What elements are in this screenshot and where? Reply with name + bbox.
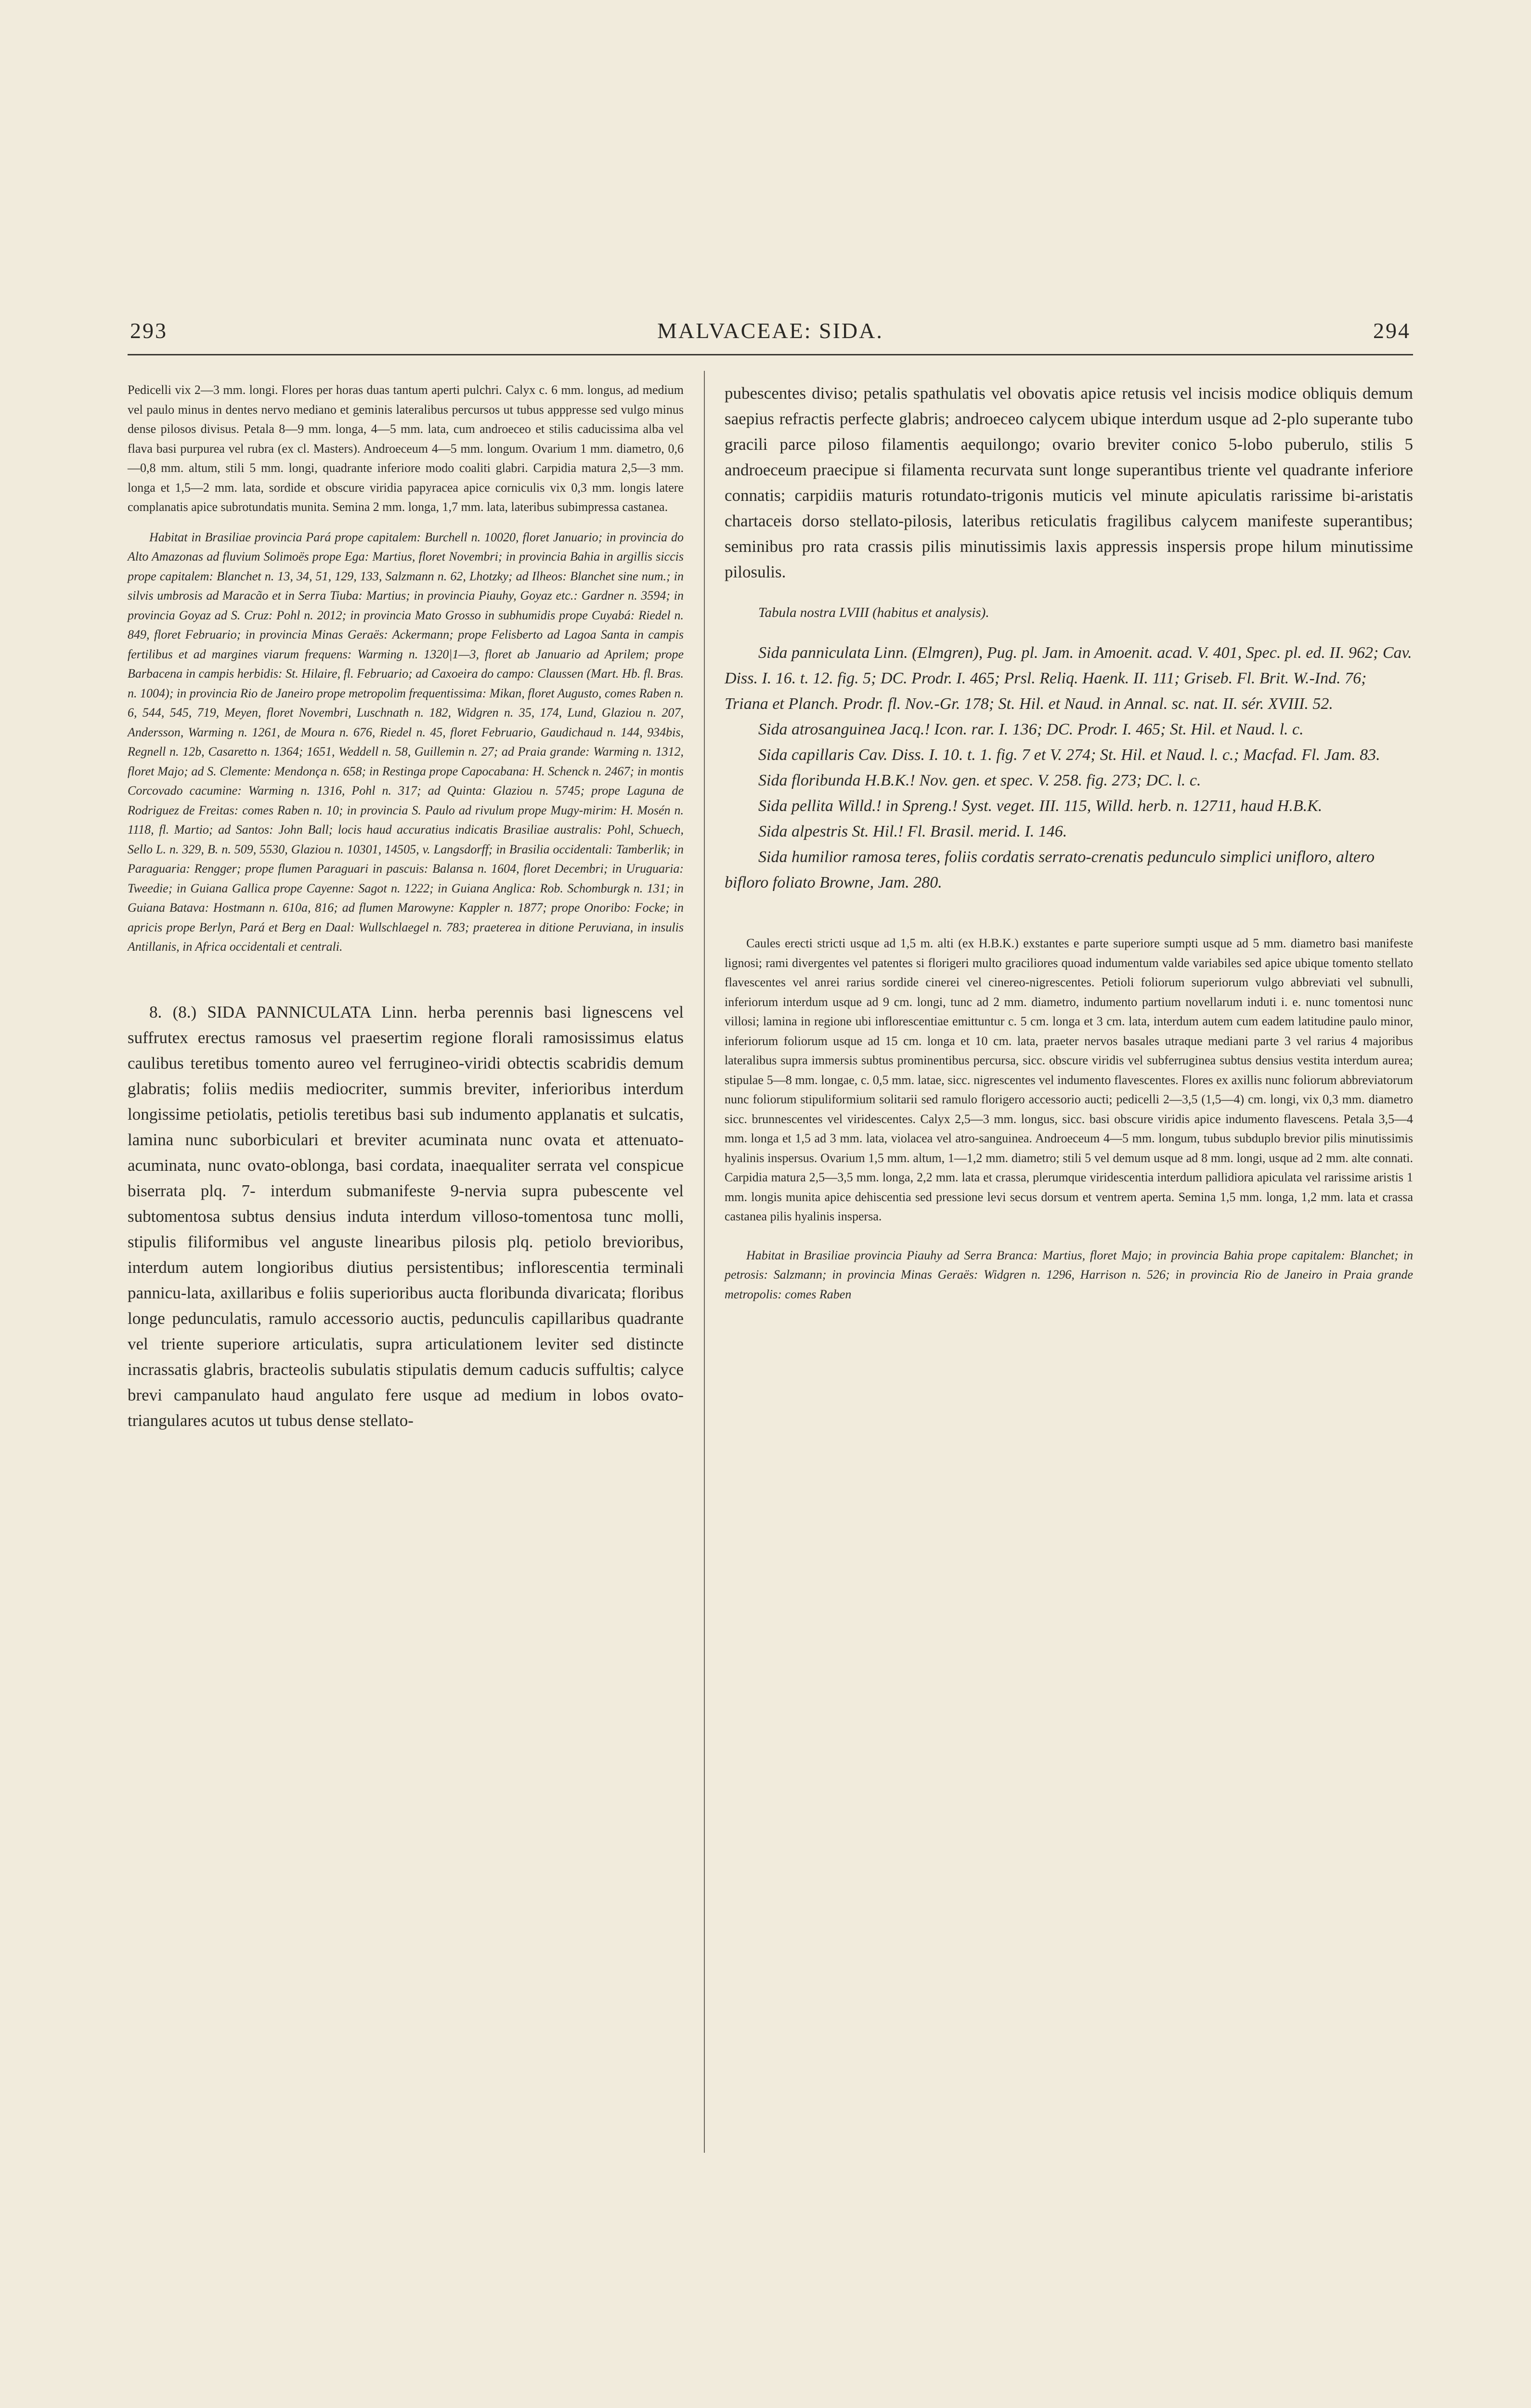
right-column [725, 380, 1413, 1304]
synonym-entry: Sida atrosanguinea Jacq.! Icon. rar. I. 136; DC. Prodr. I. 465; St. Hil. et Naud. l. c. [758, 720, 1304, 738]
species-description: 8. (8.) SIDA PANNICULATA Linn. herba perennis basi lignescens vel suffrutex erectus ramosus vel praesertim regione florali ramosissimus elatus caulibus teretibus tomento aureo vel ferrugineo-viridi obtectis scabridis demum glabratis; foliis mediis mediocriter, summis breviter, inferioribus interdum longissime petiolatis, petiolis teretibus basi sub indumento applanatis et sulcatis, lamina nunc suborbiculari et breviter acuminata nunc ovata et attenuato-acuminata, nunc ovato-oblonga, basi cordata, inaequaliter serrata vel conspicue biserrata plq. 7- interdum submanifeste 9-nervia supra pubescente vel subtomentosa subtus densius induta interdum villoso-tomentosa tunc molli, stipulis filiformibus vel anguste linearibus pilosis plq. petiolo brevioribus, interdum autem longioribus diutius persistentibus; inflorescentia terminali pannicu-lata, axillaribus e foliis superioribus aucta floribunda divaricata; floribus longe pedunculatis, ramulo accessorio auctis, pedunculis capillaribus quadrante vel triente superiore articulatis, supra articulationem leviter sed distincte incrassatis glabris, bracteolis subulatis stipulatis demum caducis suffultis; calyce brevi campanulato haud angulato fere usque ad medium in lobos ovato-triangulares acutos ut tubus dense stellato- [128, 1002, 684, 1430]
running-title: MALVACEAE: SIDA. [657, 318, 883, 343]
synonym-entry: Sida alpestris St. Hil.! Fl. Brasil. merid. I. 146. [758, 823, 1067, 840]
habitat-paragraph-2: Habitat in Brasiliae provincia Piauhy ad Serra Branca: Martius, floret Majo; in provincia Bahia prope capitalem: Blanchet; in petrosis: Salzmann; in provincia Minas Geraës: Widgren n. 1296, Harrison n. 526; in provincia Rio de Janeiro in Praia grande metropolis: comes Raben [725, 1248, 1413, 1301]
page-number-right: 294 [1373, 318, 1411, 343]
tabula-reference: Tabula nostra LVIII (habitus et analysis). [758, 605, 989, 620]
description-paragraph: Pedicelli vix 2—3 mm. longi. Flores per horas duas tantum aperti pulchri. Calyx c. 6 mm. longus, ad medium vel paulo minus in dentes nervo mediano et geminis lateralibus percursos ut tubus apppresse sed vulgo minus dense pilosos divisus. Petala 8—9 mm. longa, 4—5 mm. lata, cum androeceo et stilis caducissima alba vel flava basi purpurea vel rubra (ex cl. Masters). Androeceum 4—5 mm. longum. Ovarium 1 mm. diametro, 0,6—0,8 mm. altum, stili 5 mm. longi, quadrante inferiore modo coaliti glabri. Carpidia matura 2,5—3 mm. longa et 1,5—2 mm. lata, sordide et obscure viridia papyracea apice corniculis vix 0,3 mm. longis latere complanatis apice subrotundatis munita. Semina 2 mm. longa, 1,7 mm. lata, lateribus subimpressa castanea. [128, 383, 684, 514]
column-divider [704, 371, 705, 2153]
synonym-entry: Sida pellita Willd.! in Spreng.! Syst. veget. III. 115, Willd. herb. n. 12711, haud H.B.K. [758, 797, 1323, 815]
page-number-left: 293 [130, 318, 168, 343]
synonym-entry: Sida capillaris Cav. Diss. I. 10. t. 1. fig. 7 et V. 274; St. Hil. et Naud. l. c.; Macfad. Fl. Jam. 83. [758, 746, 1380, 764]
species-description-continued: pubescentes diviso; petalis spathulatis vel obovatis apice retusis vel incisis modice obliquis demum saepius refractis perfecte glabris; androeceo calycem ubique interdum usque ad 2-plo superante tubo gracili parce piloso filamentis aequilongo; ovario breviter conico 5-lobo puberulo, stilis 5 androeceum praecipue si filamenta recurvata sunt longe superantibus triente vel quadrante inferiore connatis; carpidiis maturis rotundato-trigonis muticis vel minute apiculatis rarissime bi-aristatis chartaceis dorso stellato-pilosis, lateribus reticulatis fragilibus calycem manifeste superantibus; seminibus pro rata crassis pilis minutissimis laxis appressis inspersis prope hilum minutissime pilosulis. [725, 384, 1413, 581]
morphology-paragraph: Caules erecti stricti usque ad 1,5 m. alti (ex H.B.K.) exstantes e parte superiore sumpti usque ad 5 mm. diametro basi manifeste lignosi; rami divergentes vel patentes si florigeri multo graciliores quoad indumentum valde variabiles sed apice ubique tomento stellato flavescentes vel anrei rarius sordide cinerei vel cinereo-nigrescentes. Petioli foliorum superiorum vulgo abbreviati vel subnulli, inferiorum interdum usque ad 9 cm. longi, tunc ad 2 mm. diametro, indumento partium novellarum induti i. e. nunc tomentosi nunc villosi; lamina in regione ubi inflorescentiae emittuntur c. 5 cm. longa et 3 cm. lata, interdum autem cum eadem latitudine paulo minor, inferiorum foliorum usque ad 15 cm. longa et 10 cm. lata, praeter nervos basales utraque mediani parte 3 vel rarius 4 majoribus lateralibus supra immersis subtus prominentibus percursa, sicc. obscure viridis vel subferruginea subtus densius vestita interdum aurea; stipulae 5—8 mm. longae, c. 0,5 mm. latae, sicc. nigrescentes vel indumento flavescentes. Flores ex axillis nunc foliorum abbreviatorum nunc foliorum stipuliformium solitarii sed ramulo florigero accessorio aucti; pedicelli 2—3,5 (1,5—4) cm. longi, vix 0,3 mm. diametro sicc. brunnescentes vel viridescentes. Calyx 2,5—3 mm. longus, sicc. basi obscure viridis apice indumento flavescens. Petala 3,5—4 mm. longa et 1,5 ad 3 mm. lata, violacea vel atro-sanguinea. Androeceum 4—5 mm. longum, tubus subduplo brevior pilis minutissimis hyalinis inspersus. Ovarium 1,5 mm. altum, 1—1,2 mm. diametro; stili 5 vel demum usque ad 8 mm. longi, usque ad 2 mm. alte connati. Carpidia matura 2,5—3,5 mm. longa, 2,2 mm. lata et crassa, plerumque viridescentia interdum pallidiora apiculata vel rarissime aristis 1 mm. longis munita apice dehiscentia sed pressione levi secus dorsum et ventrem aperta. Semina 1,5 mm. longa, 1,2 mm. lata et crassa castanea pilis hyalinis inspersa. [725, 936, 1413, 1223]
header-rule [128, 354, 1413, 355]
synonym-entry: Sida floribunda H.B.K.! Nov. gen. et spec. V. 258. fig. 273; DC. l. c. [758, 772, 1201, 789]
running-header [130, 318, 1411, 356]
synonym-entry: Sida panniculata Linn. (Elmgren), Pug. pl. Jam. in Amoenit. acad. V. 401, Spec. pl. ed. II. 962; Cav. Diss. I. 16. t. 12. fig. 5; DC. Prodr. I. 465; Prsl. Reliq. Haenk. II. 111; Griseb. Fl. Brit. W.-Ind. 76; Triana et Planch. Prodr. fl. Nov.-Gr. 178; St. Hil. et Naud. in Annal. sc. nat. II. sér. XVIII. 52. [725, 644, 1412, 713]
synonym-list [725, 640, 1413, 895]
left-column [128, 380, 684, 1433]
synonym-entry: Sida humilior ramosa teres, foliis cordatis serrato-crenatis pedunculo simplici unifloro, altero bifloro foliato Browne, Jam. 280. [725, 848, 1375, 891]
habitat-paragraph: Habitat in Brasiliae provincia Pará prope capitalem: Burchell n. 10020, floret Januario; in provincia do Alto Amazonas ad fluvium Solimoës prope Ega: Martius, floret Novembri; in provincia Bahia in argillis siccis prope capitalem: Blanchet n. 13, 34, 51, 129, 133, Salzmann n. 62, Lhotzky; ad Ilheos: Blanchet sine num.; in silvis umbrosis ad Maracão et in Serra Tiuba: Martius; in provincia Piauhy, Goyaz etc.: Gardner n. 3594; in provincia Goyaz ad S. Cruz: Pohl n. 2012; in provincia Mato Grosso in subhumidis prope Cuyabá: Riedel n. 849, floret Februario; in provincia Minas Geraës: Ackermann; prope Felisberto ad Lagoa Santa in campis fertilibus et ad margines viarum frequens: Warming n. 1320|1—3, floret ab Januario ad Aprilem; prope Barbacena in campis herbidis: St. Hilaire, fl. Februario; ad Caxoeira do campo: Claussen (Mart. Hb. fl. Bras. n. 1004); in provincia Rio de Janeiro prope metropolim frequentissima: Mikan, floret Augusto, comes Raben n. 6, 544, 545, 719, Meyen, floret Novembri, Luschnath n. 182, Widgren n. 35, 174, Lund, Glaziou n. 207, Andersson, Warming n. 1261, de Moura n. 676, Riedel n. 45, floret Februario, Gaudichaud n. 144, 934bis, Regnell n. 12b, Casaretto n. 1364; 1651, Weddell n. 58, Guillemin n. 27; ad Praia grande: Warming n. 1312, floret Majo; ad S. Clemente: Mendonça n. 658; in Restinga prope Capocabana: H. Schenck n. 2467; in montis Corcovado cacumine: Warming n. 1316, Pohl n. 317; ad Quinta: Glaziou n. 5745; prope Laguna de Rodriguez de Freitas: comes Raben n. 10; in provincia S. Paulo ad rivulum prope Mugy-mirim: H. Mosén n. 1118, fl. Martio; ad Santos: John Ball; locis haud accuratius indicatis Brasiliae australis: Pohl, Schuech, Sello L. n. 329, B. n. 509, 5530, Glaziou n. 10301, 14505, v. Langsdorff; in Brasilia occidentali: Tamberlik; in Paraguaria: Rengger; prope flumen Paraguari in pascuis: Balansa n. 1604, floret Decembri; in Uruguaria: Tweedie; in Guiana Gallica prope Cayenne: Sagot n. 1222; in Guiana Anglica: Rob. Schomburgk n. 131; in Guiana Batava: Hostmann n. 610a, 816; ad flumen Marowyne: Kappler n. 1877; prope Onoribo: Focke; in apricis prope Berlyn, Pará et Berg en Daal: Wullschlaegel n. 783; praeterea in ditione Peruviana, in insulis Antillanis, in Africa occidentali et centrali. [128, 530, 684, 954]
